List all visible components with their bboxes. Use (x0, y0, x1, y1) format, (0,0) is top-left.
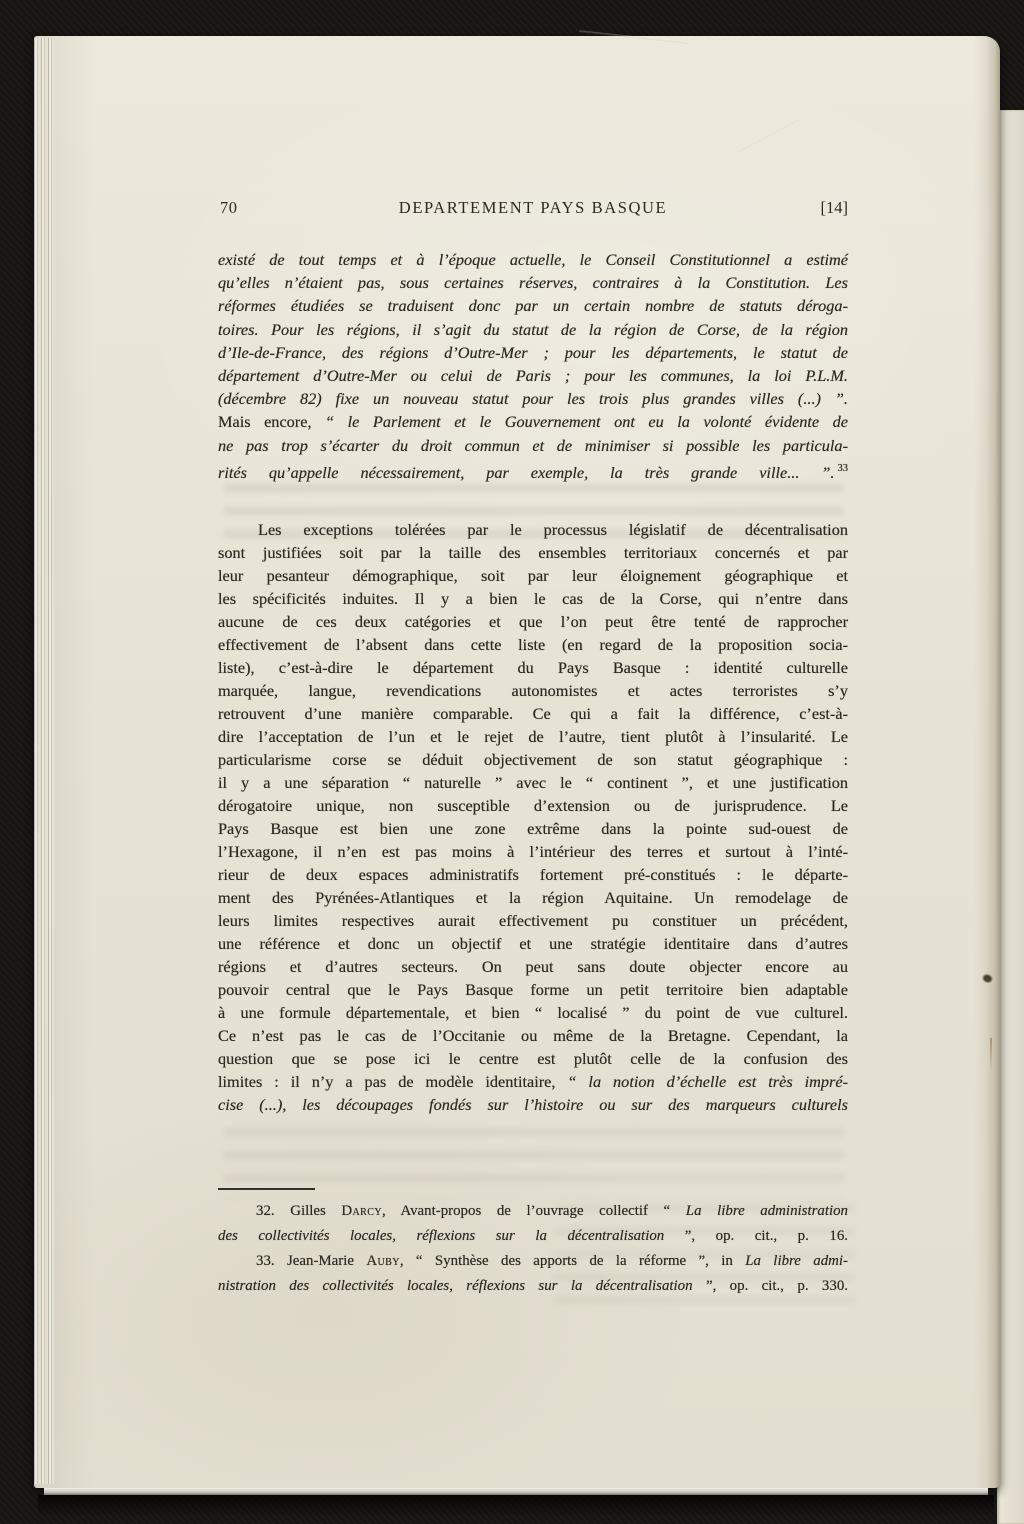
text-line (218, 909, 848, 932)
text-line (218, 863, 848, 886)
text-segment: , Avant-propos de l’ouvrage collectif “ (381, 1203, 686, 1219)
text-line (218, 1274, 848, 1299)
text-segment: pouvoir central que le Pays Basque forme un petit territoire bien adaptable (218, 980, 848, 999)
text-segment: rités qu’appelle nécessairement, par exemple, la très grande ville... ”. (218, 462, 835, 482)
block-quote-paragraph (218, 248, 848, 484)
facing-page-edge (997, 110, 1024, 1524)
text-segment: sont justifiées soit par la taille des ensembles territoriaux concernés et par (218, 543, 848, 562)
text-line (218, 248, 848, 271)
text-segment: existé de tout temps et à l’époque actuelle, le Conseil Constitutionnel a estimé (218, 250, 848, 269)
text-segment: ne pas trop s’écarter du droit commun et de minimiser si possible les particula- (218, 435, 848, 455)
text-segment: l’Hexagone, il n’en est pas moins à l’intérieur des terres et surtout à l’inté- (218, 842, 848, 861)
paper-fiber (990, 1038, 992, 1072)
text-line (218, 318, 848, 341)
text-segment: 33. Jean-Marie (256, 1253, 367, 1269)
paper-wrinkle (579, 30, 689, 43)
text-line (218, 1047, 848, 1070)
text-segment: marquée, langue, revendications autonomistes et actes terroristes s’y (218, 681, 848, 700)
page-number: 70 (220, 198, 238, 217)
text-line (218, 633, 848, 656)
text-line (218, 1070, 848, 1093)
text-segment: ”, op. cit., p. 330. (692, 1278, 848, 1294)
footnote-33 (218, 1249, 848, 1299)
text-segment: La libre admi- (745, 1253, 848, 1269)
text-segment: réformes étudiées se traduisent donc par un certain nombre de statuts déroga- (218, 296, 848, 316)
text-segment: particularisme corse se déduit objectivement de son statut géographique : (218, 750, 848, 769)
text-line (218, 587, 848, 610)
text-line (218, 434, 848, 457)
footnote-32 (218, 1199, 848, 1249)
text-line (218, 840, 848, 863)
text-line (218, 794, 848, 817)
text-line (218, 1224, 848, 1249)
text-segment: les spécificités induites. Il y a bien le cas de la Corse, qui n’entre dans (218, 589, 848, 608)
text-segment: dire l’acceptation de l’un et le rejet de l’autre, tient plutôt à l’insularité. Le (218, 727, 848, 746)
text-line (218, 1024, 848, 1047)
text-line (218, 679, 848, 702)
text-line (218, 702, 848, 725)
text-segment: Pays Basque est bien une zone extrême dans la pointe sud-ouest de (218, 819, 848, 838)
text-line (218, 610, 848, 633)
text-segment: des collectivités locales, réflexions sur la décentralisation (218, 1228, 665, 1244)
text-segment: régions et d’autres secteurs. On peut sans doute objecter encore au (218, 957, 848, 976)
text-segment: limites : il n’y a pas de modèle identitaire, (218, 1072, 568, 1091)
text-segment: liste), c’est-à-dire le département du Pays Basque : identité culturelle (218, 658, 848, 677)
text-line (218, 748, 848, 771)
page-header (218, 198, 848, 222)
text-segment: dérogatoire unique, non susceptible d’extension ou de jurisprudence. Le (218, 796, 848, 815)
text-segment: Les exceptions tolérées par le processus législatif de décentralisation (258, 520, 848, 539)
text-segment: une référence et donc un objectif et une stratégie identitaire dans d’autres (218, 934, 848, 953)
body-paragraph (218, 518, 848, 1116)
text-segment: “ le Parlement et le Gouvernement ont eu la volonté évidente de (325, 412, 848, 432)
text-segment: qu’elles n’étaient pas, sous certaines réserves, contraires à la Constitution. Les (218, 273, 848, 293)
text-line (218, 457, 848, 484)
text-line (218, 271, 848, 294)
text-line (218, 387, 848, 410)
gutter-crease (986, 36, 1000, 1488)
text-segment: cise (...), les découpages fondés sur l’histoire ou sur des marqueurs culturels (218, 1095, 848, 1114)
text-segment: aucune de ces deux catégories et que l’on peut être tenté de rapprocher (218, 612, 848, 631)
text-segment: “ la notion d’échelle est très impré- (567, 1072, 849, 1091)
text-segment: 32. Gilles (256, 1203, 342, 1219)
text-line (218, 725, 848, 748)
footnotes-section (218, 1199, 848, 1299)
text-segment: question que se pose ici le centre est plutôt celle de la confusion des (218, 1049, 848, 1068)
text-line (218, 1093, 848, 1116)
text-segment: à une formule départementale, et bien “ localisé ” du point de vue culturel. (218, 1003, 848, 1022)
book-page (34, 36, 1000, 1488)
text-segment: retrouvent d’une manière comparable. Ce qui a fait la différence, c’est-à- (218, 704, 848, 723)
text-segment: , “ Synthèse des apports de la réforme ”, in (399, 1253, 746, 1269)
show-through-smudge (224, 1128, 844, 1198)
text-line (218, 656, 848, 679)
text-segment: nistration des collectivités locales, réflexions sur la décentralisation (218, 1278, 693, 1294)
fore-edge-shadow (38, 1495, 994, 1517)
text-segment: toires. Pour les régions, il s’agit du statut de la région de Corse, de la région (218, 319, 848, 339)
text-segment: (décembre 82) fixe un nouveau statut pour les trois plus grandes villes (...) ”. (218, 389, 848, 409)
text-segment: rieur de deux espaces administratifs fortement pré-constitués : le départe- (218, 865, 848, 884)
text-segment: Auby (366, 1253, 400, 1269)
text-segment: Darcy (341, 1203, 382, 1219)
text-line (218, 817, 848, 840)
text-segment: La libre administration (685, 1203, 848, 1219)
text-segment: leur pesanteur démographique, soit par leur éloignement géographique et (218, 566, 848, 585)
text-line (218, 955, 848, 978)
text-segment: effectivement de l’absent dans cette liste (en regard de la proposition socia- (218, 635, 848, 654)
text-line (218, 518, 848, 541)
text-line (218, 410, 848, 433)
text-line (218, 886, 848, 909)
page-stack-left-edge (34, 38, 54, 1484)
text-line (218, 1199, 848, 1224)
text-line (218, 564, 848, 587)
text-segment: Mais encore, (218, 412, 326, 432)
text-segment: ”, op. cit., p. 16. (664, 1228, 849, 1244)
text-line (218, 364, 848, 387)
text-line (218, 1001, 848, 1024)
paper-wrinkle (738, 118, 801, 153)
text-segment: leurs limites respectives aurait effectivement pu constituer un précédent, (218, 911, 848, 930)
text-segment: 33 (837, 462, 848, 474)
text-segment: ment des Pyrénées-Atlantiques et la région Aquitaine. Un remodelage de (218, 888, 848, 907)
text-line (218, 294, 848, 317)
text-segment: Ce n’est pas le cas de l’Occitanie ou même de la Bretagne. Cependant, la (218, 1026, 848, 1045)
text-segment: d’Ile-de-France, des régions d’Outre-Mer ; pour les départements, le statut de (218, 342, 848, 362)
bracket-reference: [14] (820, 198, 848, 217)
text-line (218, 341, 848, 364)
text-line (218, 932, 848, 955)
text-line (218, 978, 848, 1001)
text-line (218, 1249, 848, 1274)
text-segment: département d’Outre-Mer ou celui de Paris ; pour les communes, la loi P.L.M. (218, 366, 848, 386)
fore-edge-bottom (44, 1488, 988, 1495)
footnote-rule (218, 1188, 315, 1190)
text-line (218, 541, 848, 564)
text-line (218, 771, 848, 794)
text-segment: il y a une séparation “ naturelle ” avec le “ continent ”, et une justification (218, 773, 848, 792)
running-title: DEPARTEMENT PAYS BASQUE (398, 198, 668, 217)
